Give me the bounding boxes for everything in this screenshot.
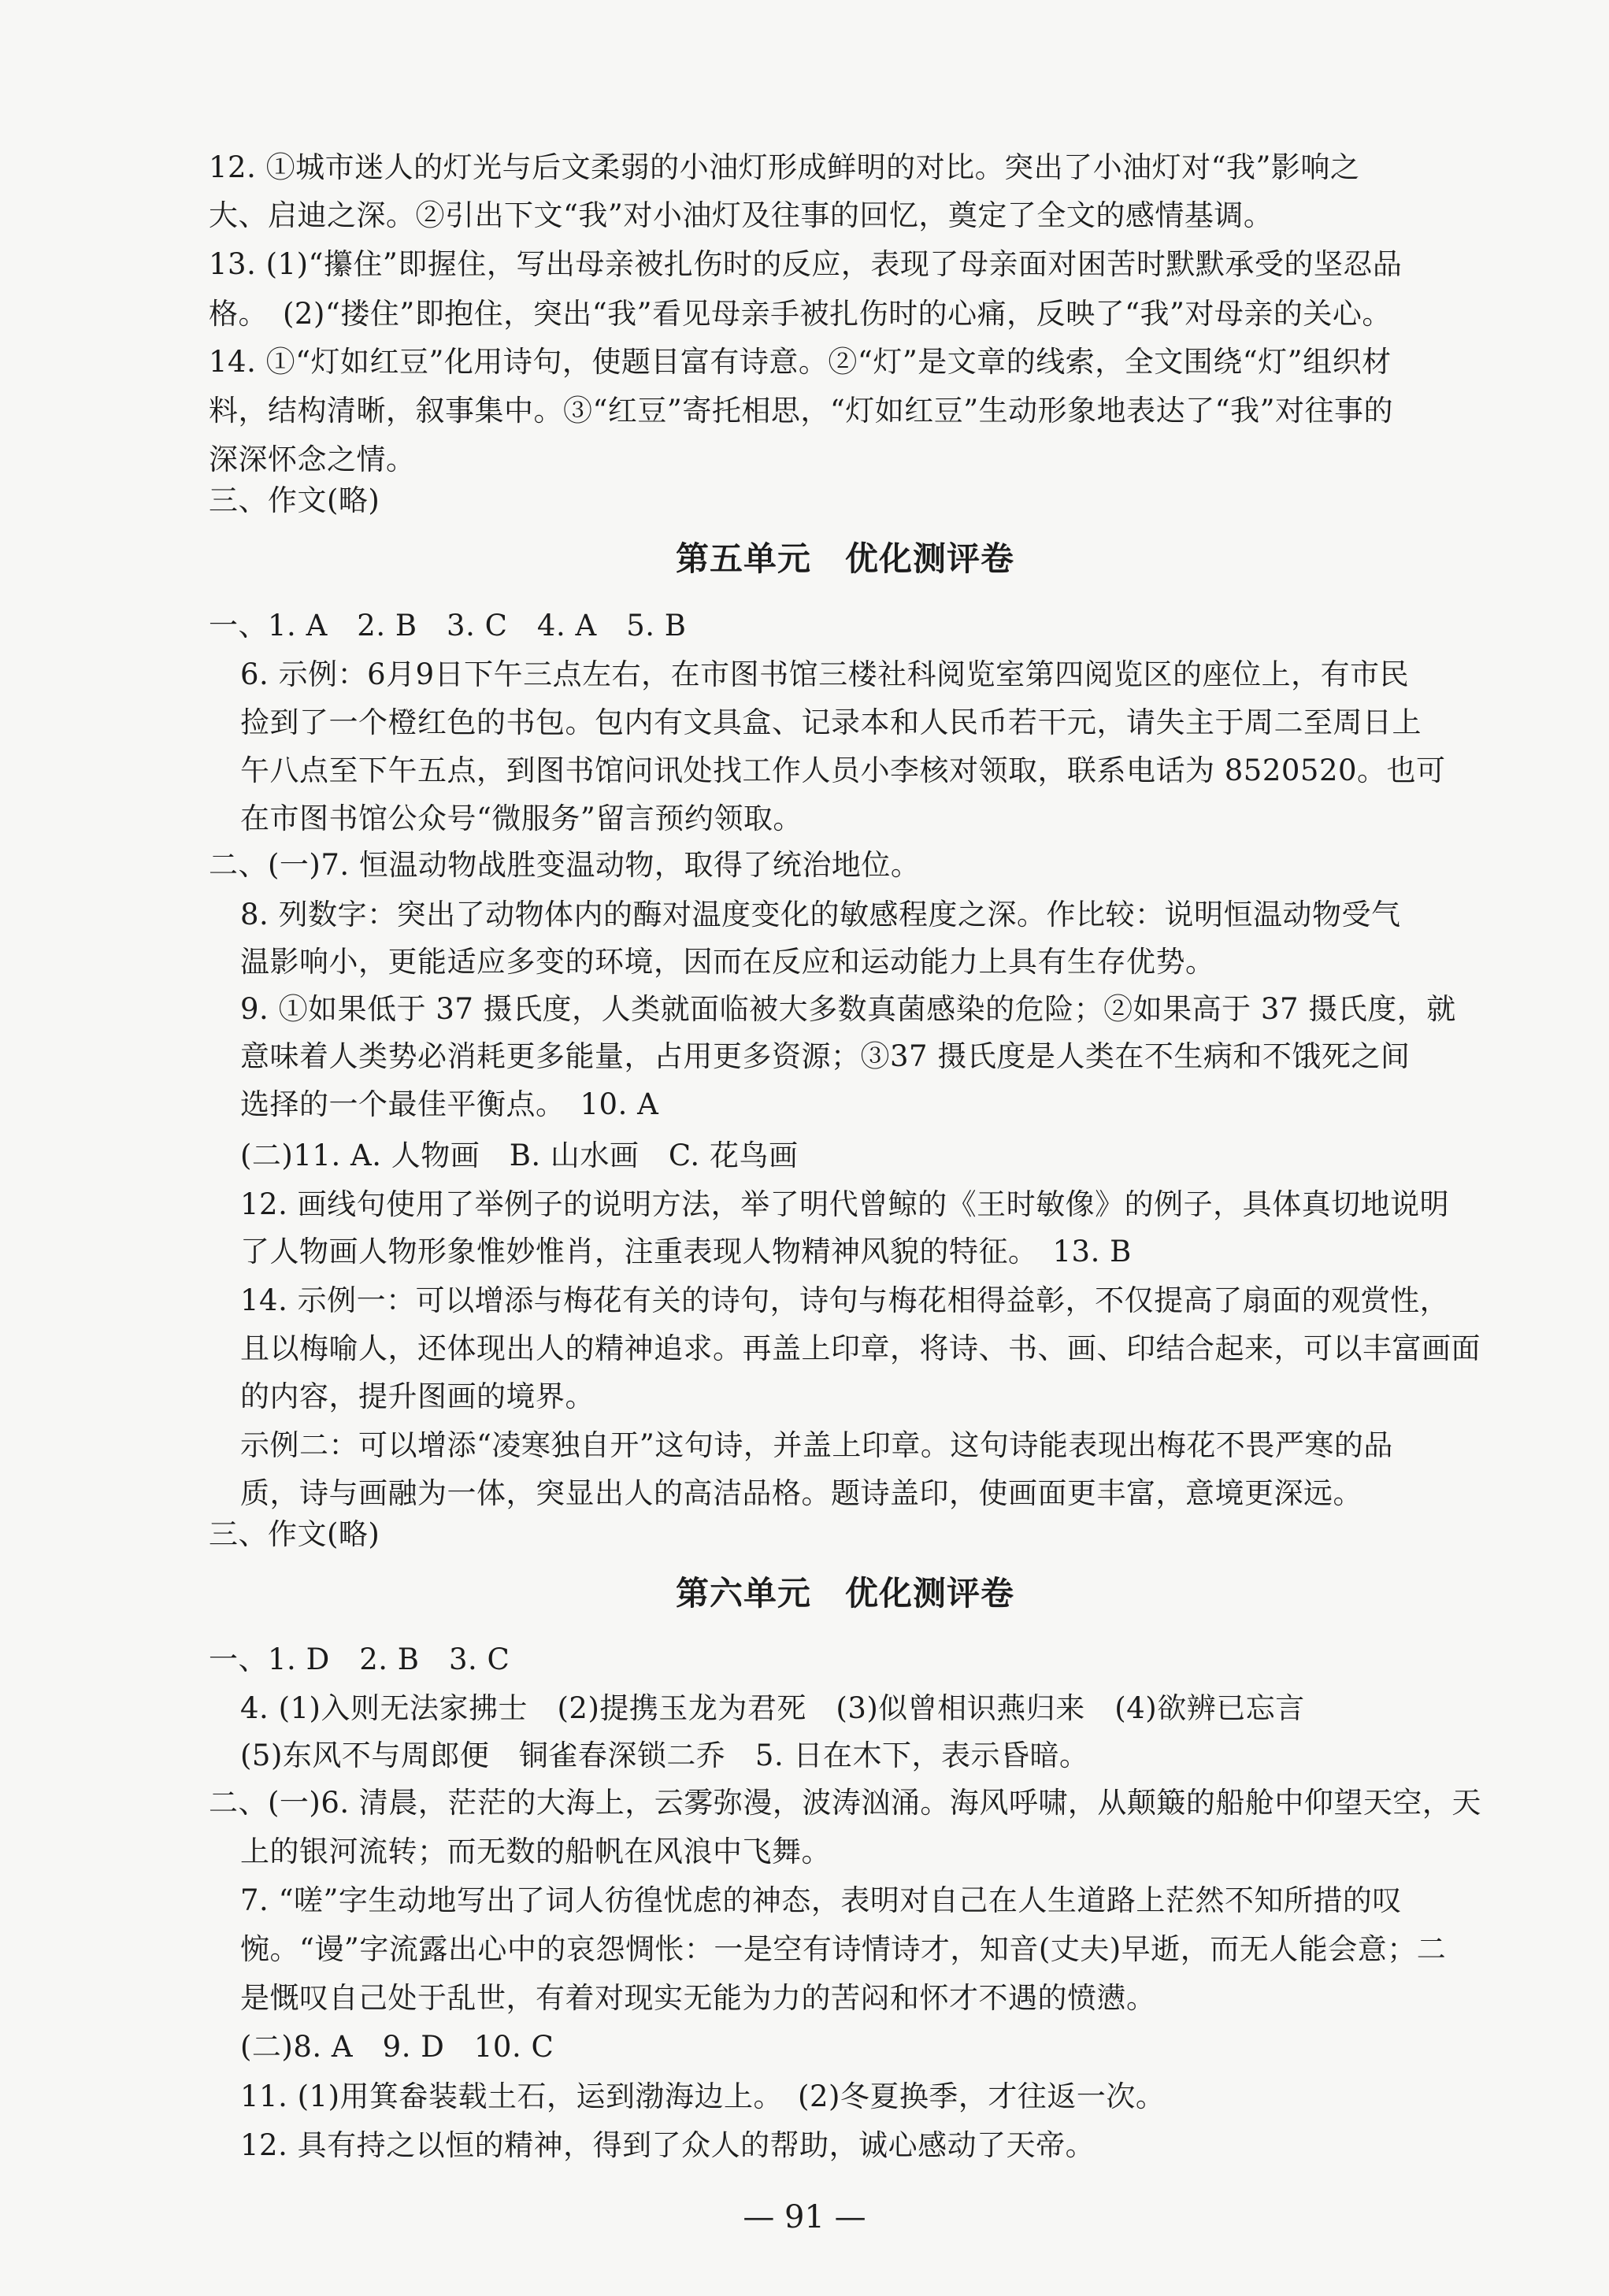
section-heading: 三、作文(略) <box>209 1517 380 1551</box>
text-line: 上的银河流转；而无数的船帆在风浪中飞舞。 <box>240 1835 831 1868</box>
text-line: 示例二：可以增添“凌寒独自开”这句诗，并盖上印章。这句诗能表现出梅花不畏严寒的品 <box>240 1428 1393 1462</box>
text-line: 捡到了一个橙红色的书包。包内有文具盒、记录本和人民币若干元，请失主于周二至周日上 <box>240 705 1422 739</box>
text-line: 惋。“谩”字流露出心中的哀怨惆怅：一是空有诗情诗才，知音(丈夫)早逝，而无人能会意；二 <box>240 1932 1447 1966</box>
text-line: (二)8. A 9. D 10. C <box>240 2030 554 2064</box>
text-line: 12. 画线句使用了举例子的说明方法，举了明代曾鲸的《王时敏像》的例子，具体真切地说明 <box>240 1187 1450 1221</box>
text-line: 大、启迪之深。②引出下文“我”对小油灯及往事的回忆，奠定了全文的感情基调。 <box>209 198 1273 232</box>
text-line: 二、(一)7. 恒温动物战胜变温动物，取得了统治地位。 <box>209 848 921 882</box>
text-line: 在市图书馆公众号“微服务”留言预约领取。 <box>240 802 803 835</box>
text-line: 且以梅喻人，还体现出人的精神追求。再盖上印章，将诗、书、画、印结合起来，可以丰富画面 <box>240 1331 1481 1365</box>
text-line: 一、1. A 2. B 3. C 4. A 5. B <box>209 609 687 643</box>
text-line: 8. 列数字：突出了动物体内的酶对温度变化的敏感程度之深。作比较：说明恒温动物受气 <box>240 898 1401 931</box>
text-line: 6. 示例：6月9日下午三点左右，在市图书馆三楼社科阅览室第四阅览区的座位上，有市民 <box>240 657 1410 691</box>
text-line: 质，诗与画融为一体，突显出人的高洁品格。题诗盖印，使画面更丰富，意境更深远。 <box>240 1476 1362 1510</box>
text-line: 的内容，提升图画的境界。 <box>240 1379 595 1413</box>
text-line: 格。 (2)“搂住”即抱住，突出“我”看见母亲手被扎伤时的心痛，反映了“我”对母亲的关心。 <box>209 297 1392 331</box>
text-line: 9. ①如果低于 37 摄氏度，人类就面临被大多数真菌感染的危险；②如果高于 37 摄氏度，就 <box>240 992 1456 1026</box>
text-line: 是慨叹自己处于乱世，有着对现实无能为力的苦闷和怀才不遇的愤懑。 <box>240 1981 1156 2015</box>
text-line: 午八点至下午五点，到图书馆问讯处找工作人员小李核对领取，联系电话为 8520520。也可 <box>240 754 1446 787</box>
text-line: 12. ①城市迷人的灯光与后文柔弱的小油灯形成鲜明的对比。突出了小油灯对“我”影响之 <box>209 150 1360 184</box>
page-number: — 91 — <box>743 2199 866 2235</box>
text-line: 7. “嗟”字生动地写出了词人彷徨忧虑的神态，表明对自己在人生道路上茫然不知所措的叹 <box>240 1883 1402 1917</box>
text-line: 了人物画人物形象惟妙惟肖，注重表现人物精神风貌的特征。 13. B <box>240 1235 1132 1268</box>
text-line: 13. (1)“攥住”即握住，写出母亲被扎伤时的反应，表现了母亲面对困苦时默默承受的坚忍品 <box>209 247 1403 281</box>
text-line: 二、(一)6. 清晨，茫茫的大海上，云雾弥漫，波涛汹涌。海风呼啸，从颠簸的船舱中仰望天空，天 <box>209 1786 1481 1820</box>
text-line: 温影响小，更能适应多变的环境，因而在反应和运动能力上具有生存优势。 <box>240 945 1215 979</box>
text-line: 选择的一个最佳平衡点。 10. A <box>240 1087 659 1121</box>
text-line: (5)东风不与周郎便 铜雀春深锁二乔 5. 日在木下，表示昏暗。 <box>240 1739 1089 1772</box>
unit-title: 第六单元 优化测评卷 <box>676 1574 1015 1613</box>
text-line: 12. 具有持之以恒的精神，得到了众人的帮助，诚心感动了天帝。 <box>240 2128 1096 2162</box>
unit-title: 第五单元 优化测评卷 <box>676 539 1015 578</box>
text-line: 14. 示例一：可以增添与梅花有关的诗句，诗句与梅花相得益彰，不仅提高了扇面的观赏性， <box>240 1283 1450 1317</box>
text-line: 意味着人类势必消耗更多能量，占用更多资源；③37 摄氏度是人类在不生病和不饿死之间 <box>240 1039 1411 1073</box>
text-line: 11. (1)用箕畚装载土石，运到渤海边上。 (2)冬夏换季，才往返一次。 <box>240 2079 1166 2113</box>
text-line: 料，结构清晰，叙事集中。③“红豆”寄托相思，“灯如红豆”生动形象地表达了“我”对往事的 <box>209 394 1393 428</box>
section-heading: 三、作文(略) <box>209 483 380 517</box>
text-line: 一、1. D 2. B 3. C <box>209 1642 510 1676</box>
text-line: 14. ①“灯如红豆”化用诗句，使题目富有诗意。②“灯”是文章的线索，全文围绕“灯”组织材 <box>209 345 1392 379</box>
text-line: 4. (1)入则无法家拂士 (2)提携玉龙为君死 (3)似曾相识燕归来 (4)欲辨已忘言 <box>240 1691 1305 1725</box>
text-line: 深深怀念之情。 <box>209 443 416 476</box>
text-line: (二)11. A. 人物画 B. 山水画 C. 花鸟画 <box>240 1139 799 1172</box>
